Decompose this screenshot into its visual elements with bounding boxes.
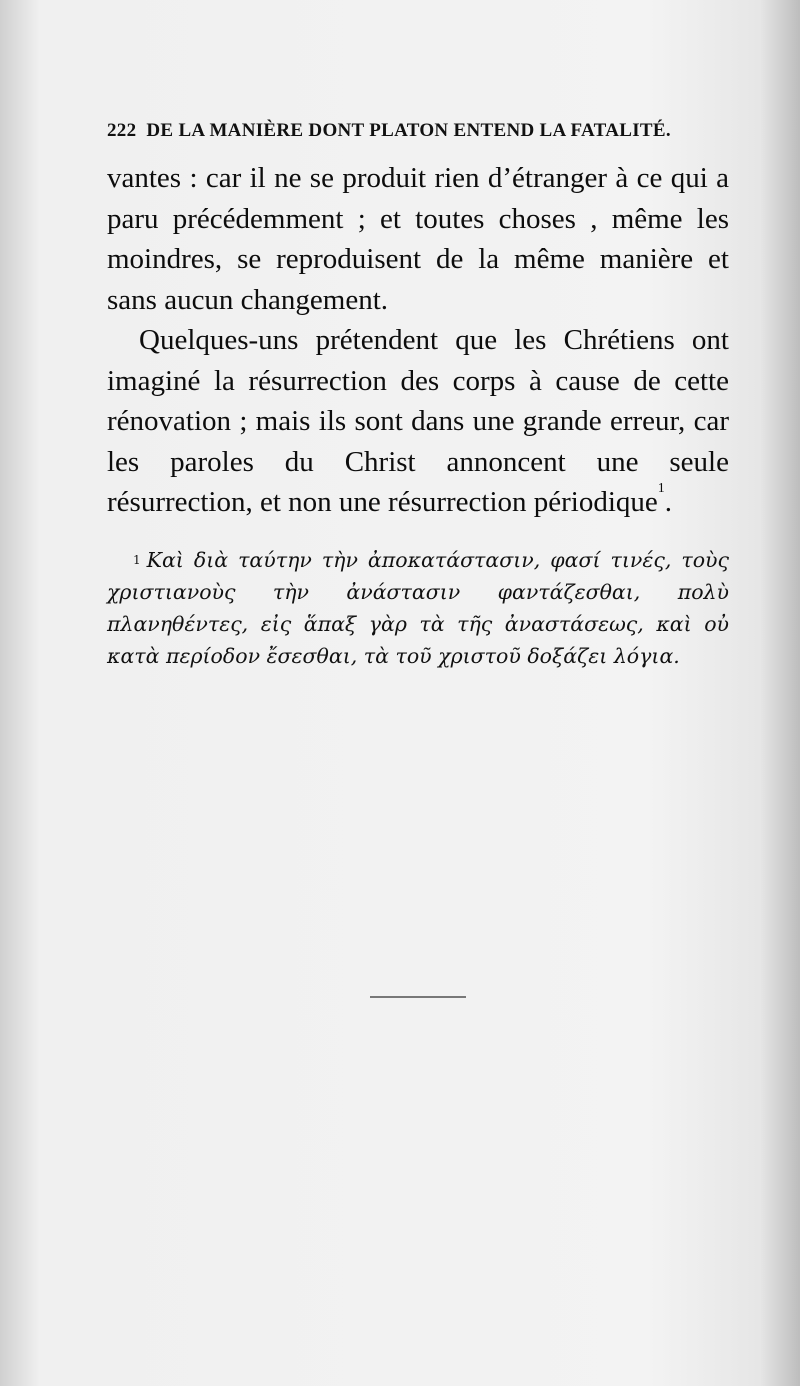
running-title: DE LA MANIÈRE DONT PLATON ENTEND LA FATALITÉ. — [146, 120, 671, 141]
footnote — [107, 544, 729, 672]
footnote-marker: 1 — [133, 553, 141, 567]
running-header — [107, 120, 707, 142]
bleed-through-rule — [370, 996, 466, 998]
page-number: 222 — [107, 120, 137, 141]
paragraph-text: Quelques-uns prétendent que les Chrétiens ont imaginé la résurrection des corps à cause de cette rénovation ; mais ils sont dans une grande erreur, car les paroles du Christ annoncent une seule résurrection, et non une résurrection périodique — [107, 324, 729, 518]
footnote-reference[interactable]: 1 — [657, 481, 665, 496]
paragraph: vantes : car il ne se produit rien d’étranger à ce qui a paru précédemment ; et toutes choses , même les moindres, se reproduisent de la même manière et sans aucun changement. — [107, 162, 729, 316]
paragraph — [107, 320, 729, 523]
sentence-period: . — [664, 486, 673, 518]
main-text — [107, 158, 729, 523]
footnote-text: Καὶ διὰ ταύτην τὴν ἀποκατάστασιν, φασί τινές, τοὺς χριστιανοὺς τὴν ἀνάστασιν φαντάζεσθαι, πολὺ πλανηθέντες, εἰς ἅπαξ γὰρ τὰ τῆς ἀναστάσεως, καὶ οὐ κατὰ περίοδον ἔσεσθαι, τὰ τοῦ χριστοῦ δοξάζει λόγια. — [107, 548, 729, 668]
